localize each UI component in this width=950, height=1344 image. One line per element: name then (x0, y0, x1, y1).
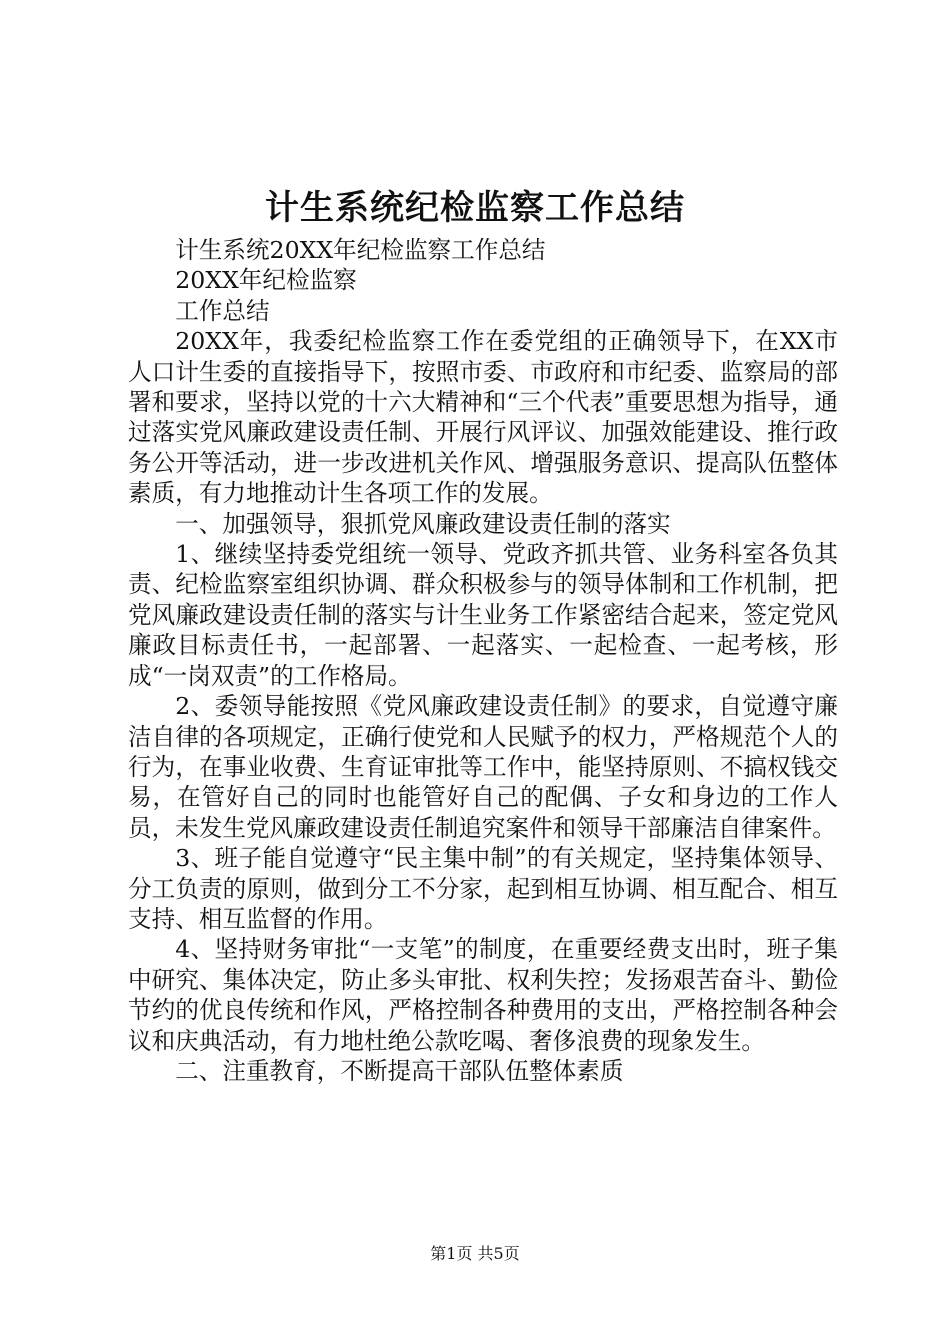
paragraph-item-1: 1、继续坚持委党组统一领导、党政齐抓共管、业务科室各负其责、纪检监察室组织协调、群众积极参与的领导体制和工作机制，把党风廉政建设责任制的落实与计生业务工作紧密结合起来，签定党风廉政目标责任书，一起部署、一起落实、一起检查、一起考核，形成“一岗双责”的工作格局。 (128, 540, 838, 690)
page-footer: 第1页 共5页 (430, 1244, 520, 1263)
document-title: 计生系统纪检监察工作总结 (265, 188, 685, 228)
document-body (128, 235, 838, 1086)
paragraph-item-3: 3、班子能自觉遵守“民主集中制”的有关规定，坚持集体领导、分工负责的原则，做到分工不分家，起到相互协调、相互配合、相互支持、相互监督的作用。 (128, 844, 838, 933)
section-heading-2: 二、注重教育，不断提高干部队伍整体素质 (175, 1056, 624, 1085)
paragraph-subtitle-line2: 20XX年纪检监察 (175, 266, 357, 295)
paragraph-subtitle: 计生系统20XX年纪检监察工作总结 (175, 236, 546, 264)
section-heading-1: 一、加强领导，狠抓党风廉政建设责任制的落实 (175, 509, 671, 538)
paragraph-item-4: 4、坚持财务审批“一支笔”的制度，在重要经费支出时，班子集中研究、集体决定，防止多头审批、权利失控；发扬艰苦奋斗、勤俭节约的优良传统和作风，严格控制各种费用的支出，严格控制各种会议和庆典活动，有力地杜绝公款吃喝、奢侈浪费的现象发生。 (128, 935, 838, 1055)
paragraph-subtitle-line3: 工作总结 (175, 296, 270, 325)
paragraph-intro: 20XX年，我委纪检监察工作在委党组的正确领导下，在XX市人口计生委的直接指导下，按照市委、市政府和市纪委、监察局的部署和要求，坚持以党的十六大精神和“三个代表”重要思想为指导，通过落实党风廉政建设责任制、开展行风评议、加强效能建设、推行政务公开等活动，进一步改进机关作风、增强服务意识、提高队伍整体素质，有力地推动计生各项工作的发展。 (128, 327, 838, 508)
paragraph-item-2: 2、委领导能按照《党风廉政建设责任制》的要求，自觉遵守廉洁自律的各项规定，正确行使党和人民赋予的权力，严格规范个人的行为，在事业收费、生育证审批等工作中，能坚持原则、不搞权钱交易，在管好自己的同时也能管好自己的配偶、子女和身边的工作人员，未发生党风廉政建设责任制追究案件和领导干部廉洁自律案件。 (128, 692, 838, 842)
